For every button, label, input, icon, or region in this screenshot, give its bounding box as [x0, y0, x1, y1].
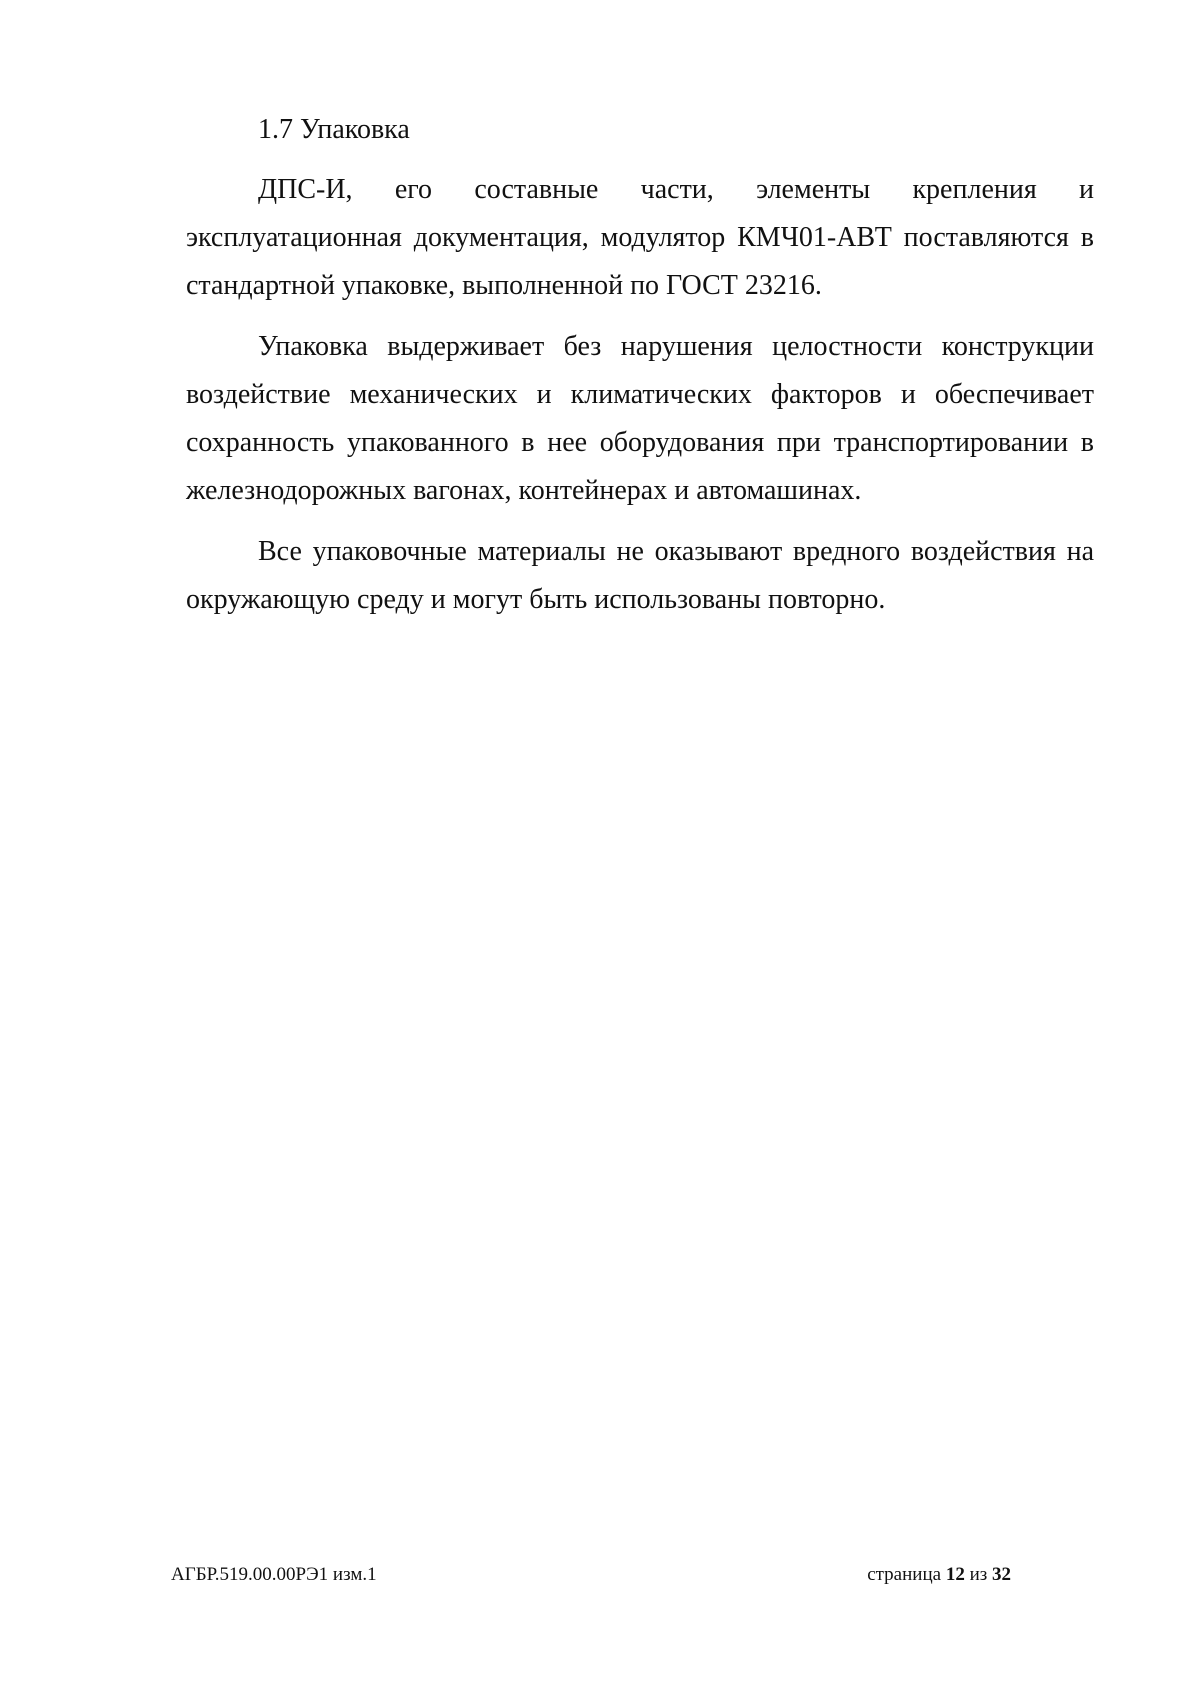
paragraph-packaging-materials: Все упаковочные материалы не оказывают вредного воздействия на окружающую среду и могут быть использованы повторно.	[186, 536, 1094, 615]
page-of: из	[969, 1564, 988, 1585]
page-current: 12	[945, 1564, 965, 1585]
document-code: АГБР.519.00.00РЭ1 изм.1	[171, 1564, 377, 1585]
paragraph-packaging-delivery: ДПС-И, его составные части, элементы крепления и эксплуатационная документация, модулятор КМЧ01-АВТ поставляются в стандартной упаковке, выполненной по ГОСТ 23216.	[186, 174, 1094, 301]
page-number	[867, 1562, 1011, 1588]
page-total: 32	[992, 1564, 1011, 1585]
section-title: 1.7 Упаковка	[258, 114, 410, 145]
paragraph-packaging-durability: Упаковка выдерживает без нарушения целостности конструкции воздействие механических и климатических факторов и обеспечивает сохранность упакованного в нее оборудования при транспортировании в железнодорожных вагонах, контейнерах и автомашинах.	[186, 331, 1094, 506]
page-label: страница	[867, 1564, 942, 1585]
page-content	[186, 112, 1094, 637]
page-footer	[171, 1562, 1011, 1592]
